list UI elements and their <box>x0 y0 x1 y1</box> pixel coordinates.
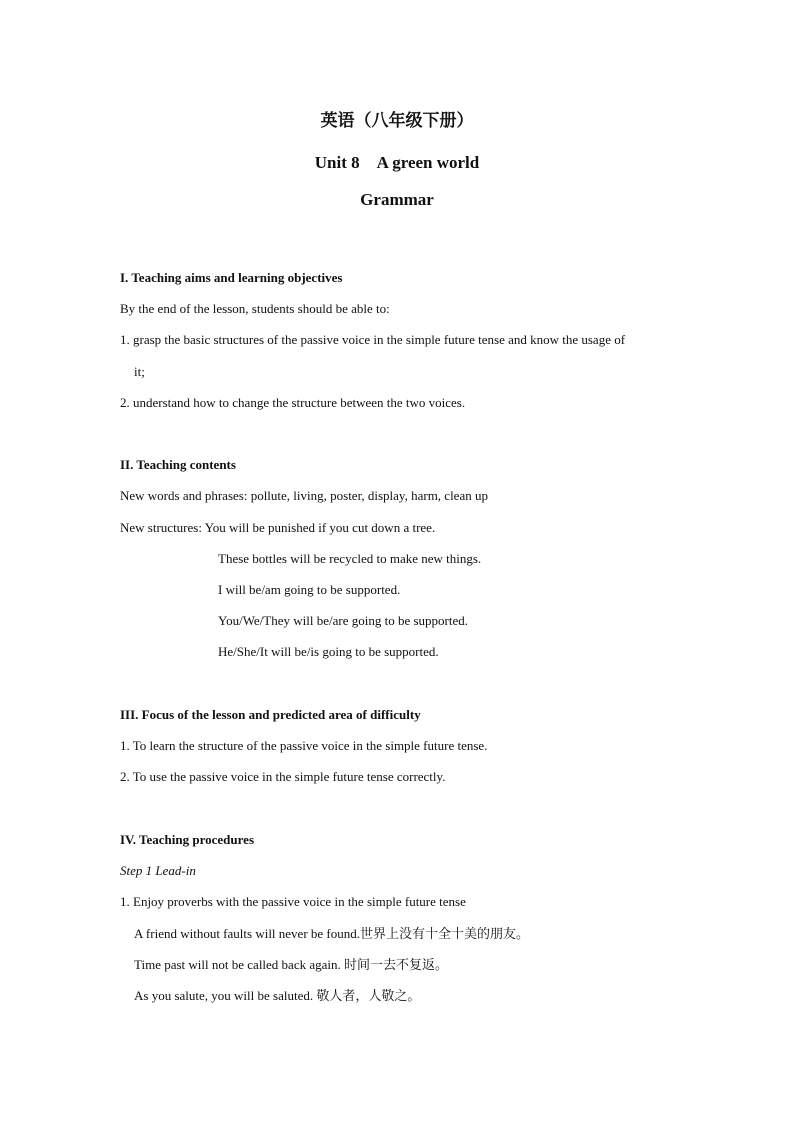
proverb-3: As you salute, you will be saluted. 敬人者，人敬之。 <box>134 988 421 1003</box>
focus-heading: III. Focus of the lesson and predicted area of difficulty <box>120 707 421 722</box>
aims-item-1: 1. grasp the basic structures of the passive voice in the simple future tense and know the usage of <box>120 332 626 347</box>
focus-item-1: 1. To learn the structure of the passive voice in the simple future tense. <box>120 738 488 753</box>
procedures-heading: IV. Teaching procedures <box>120 832 255 847</box>
section-title: Grammar <box>360 190 434 209</box>
aims-heading: I. Teaching aims and learning objectives <box>120 270 343 285</box>
structure-example-4: He/She/It will be/is going to be supported. <box>218 644 439 659</box>
structure-example-1: These bottles will be recycled to make new things. <box>218 551 482 566</box>
aims-item-2: 2. understand how to change the structure between the two voices. <box>120 395 466 410</box>
contents-heading: II. Teaching contents <box>120 457 236 472</box>
structure-example-3: You/We/They will be/are going to be supported. <box>218 613 469 628</box>
procedures-item-1: 1. Enjoy proverbs with the passive voice in the simple future tense <box>120 894 466 909</box>
unit-title: Unit 8 A green world <box>314 153 480 172</box>
contents-words: New words and phrases: pollute, living, poster, display, harm, clean up <box>120 488 488 503</box>
aims-intro: By the end of the lesson, students should be able to: <box>120 301 390 316</box>
structure-example-2: I will be/am going to be supported. <box>218 582 401 597</box>
contents-structures: New structures: You will be punished if you cut down a tree. <box>120 520 436 535</box>
step-1-title: Step 1 Lead-in <box>120 863 196 878</box>
aims-item-1-continued: it; <box>134 364 145 379</box>
proverb-2: Time past will not be called back again. 时间一去不复返。 <box>134 957 448 972</box>
focus-item-2: 2. To use the passive voice in the simple future tense correctly. <box>120 769 446 784</box>
proverb-1: A friend without faults will never be found.世界上没有十全十美的朋友。 <box>134 926 530 941</box>
document-title: 英语（八年级下册） <box>320 111 474 130</box>
